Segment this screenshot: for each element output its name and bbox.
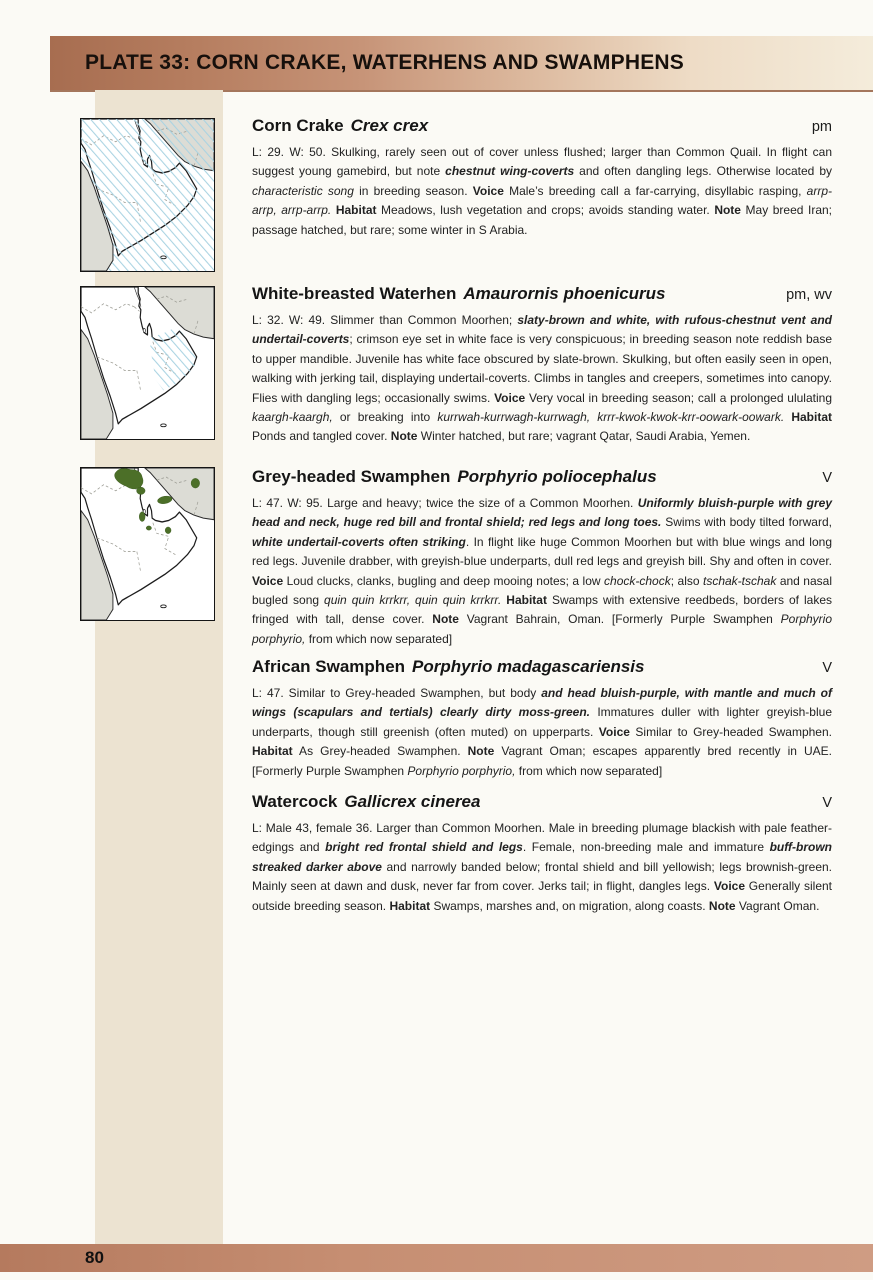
status-code: V [822,470,832,486]
species-common-name: White-breasted Waterhen [252,284,457,303]
species-account: L: 47. Similar to Grey-headed Swamphen, but body and head bluish-purple, with mantle and much of wings (scapulars and tertials) clearly dirty moss-green. Immatures duller with lighter greyish-blue underparts, though still greenish (often muted) on upperparts. Voice Similar to Grey-headed Swamphen. Habitat As Grey-headed Swamphen. Note Vagrant Oman; escapes apparently bred recently in UAE. [Formerly Purple Swamphen Porphyrio porphyrio, from which now separated] [252,686,832,778]
species-heading [252,657,832,677]
species-accounts [252,0,832,1280]
plate-title: PLATE 33: CORN CRAKE, WATERHENS AND SWAMPHENS [85,51,684,74]
status-code: V [822,660,832,676]
species-heading [252,116,832,136]
status-code: pm [811,119,832,135]
species-common-name: Watercock [252,792,338,811]
species-heading [252,467,832,487]
species-scientific-name: Amaurornis phoenicurus [463,284,666,303]
species-common-name: Grey-headed Swamphen [252,467,451,486]
status-code: pm, wv [786,287,832,303]
species-scientific-name: Crex crex [350,116,429,135]
species-common-name: African Swamphen [252,657,406,676]
species-entry [252,467,832,649]
range-map-white-breasted-waterhen [80,286,215,440]
species-heading [252,792,832,812]
range-map-corn-crake [80,118,215,272]
species-entry [252,792,832,916]
species-entry [252,284,832,447]
species-common-name: Corn Crake [252,116,344,135]
species-account: L: Male 43, female 36. Larger than Common Moorhen. Male in breeding plumage blackish with pale feather-edgings and bright red frontal shield and legs. Female, non-breeding male and immature buff-brown streaked darker above and narrowly banded below; frontal shield and bill yellowish; legs brownish-green. Mainly seen at dawn and dusk, never far from cover. Jerks tail; in flight, dangles legs. Voice Generally silent outside breeding season. Habitat Swamps, marshes and, on migration, along coasts. Note Vagrant Oman. [252,821,833,913]
page-number: 80 [85,1248,104,1267]
species-account: L: 32. W: 49. Slimmer than Common Moorhen; slaty-brown and white, with rufous-chestnut vent and undertail-coverts; crimson eye set in white face is very conspicuous; in breeding season note reddish base to upper mandible. Juvenile has white face obscured by slate-brown. Skulking, but often easily seen in open, walking with jerking tail, displaying undertail-coverts. Climbs in tangles and creepers, sometimes into canopy. Flies with dangling legs; occasionally swims. Voice Very vocal in breeding season; call a prolonged ululating kaargh-kaargh, or breaking into kurrwah-kurrwagh-kurrwagh, krrr-kwok-kwok-krr-oowark-oowark. Habitat Ponds and tangled cover. Note Winter hatched, but rare; vagrant Qatar, Saudi Arabia, Yemen. [252,313,833,444]
status-code: V [822,795,832,811]
species-heading [252,284,832,304]
species-scientific-name: Gallicrex cinerea [344,792,481,811]
species-entry [252,657,832,781]
species-scientific-name: Porphyrio madagascariensis [412,657,645,676]
range-map-grey-headed-swamphen [80,467,215,621]
species-account: L: 47. W: 95. Large and heavy; twice the size of a Common Moorhen. Uniformly bluish-purple with grey head and neck, huge red bill and frontal shield; red legs and long toes. Swims with body tilted forward, white undertail-coverts often striking. In flight like huge Common Moorhen but with blue wings and long red legs. Juvenile drabber, with greyish-blue underparts, dull red legs and greyish bill. Shy and often in cover. Voice Loud clucks, clanks, bugling and deep mooing notes; a low chock-chock; also tschak-tschak and nasal bugled song quin quin krrkrr, quin quin krrkrr. Habitat Swamps with extensive reedbeds, borders of lakes fringed with tall, dense cover. Note Vagrant Bahrain, Oman. [Formerly Purple Swamphen Porphyrio porphyrio, from which now separated] [252,496,833,646]
species-entry [252,116,832,240]
species-scientific-name: Porphyrio poliocephalus [457,467,657,486]
species-account: L: 29. W: 50. Skulking, rarely seen out of cover unless flushed; larger than Common Quail. In flight can suggest young gamebird, but note chestnut wing-coverts and often dangling legs. Otherwise located by characteristic song in breeding season. Voice Male’s breeding call a far-carrying, disyllabic rasping, arrp-arrp, arrp-arrp. Habitat Meadows, lush vegetation and crops; avoids standing water. Note May breed Iran; passage hatched, but rare; some winter in S Arabia. [252,145,833,237]
page-footer-bar [0,1244,873,1272]
